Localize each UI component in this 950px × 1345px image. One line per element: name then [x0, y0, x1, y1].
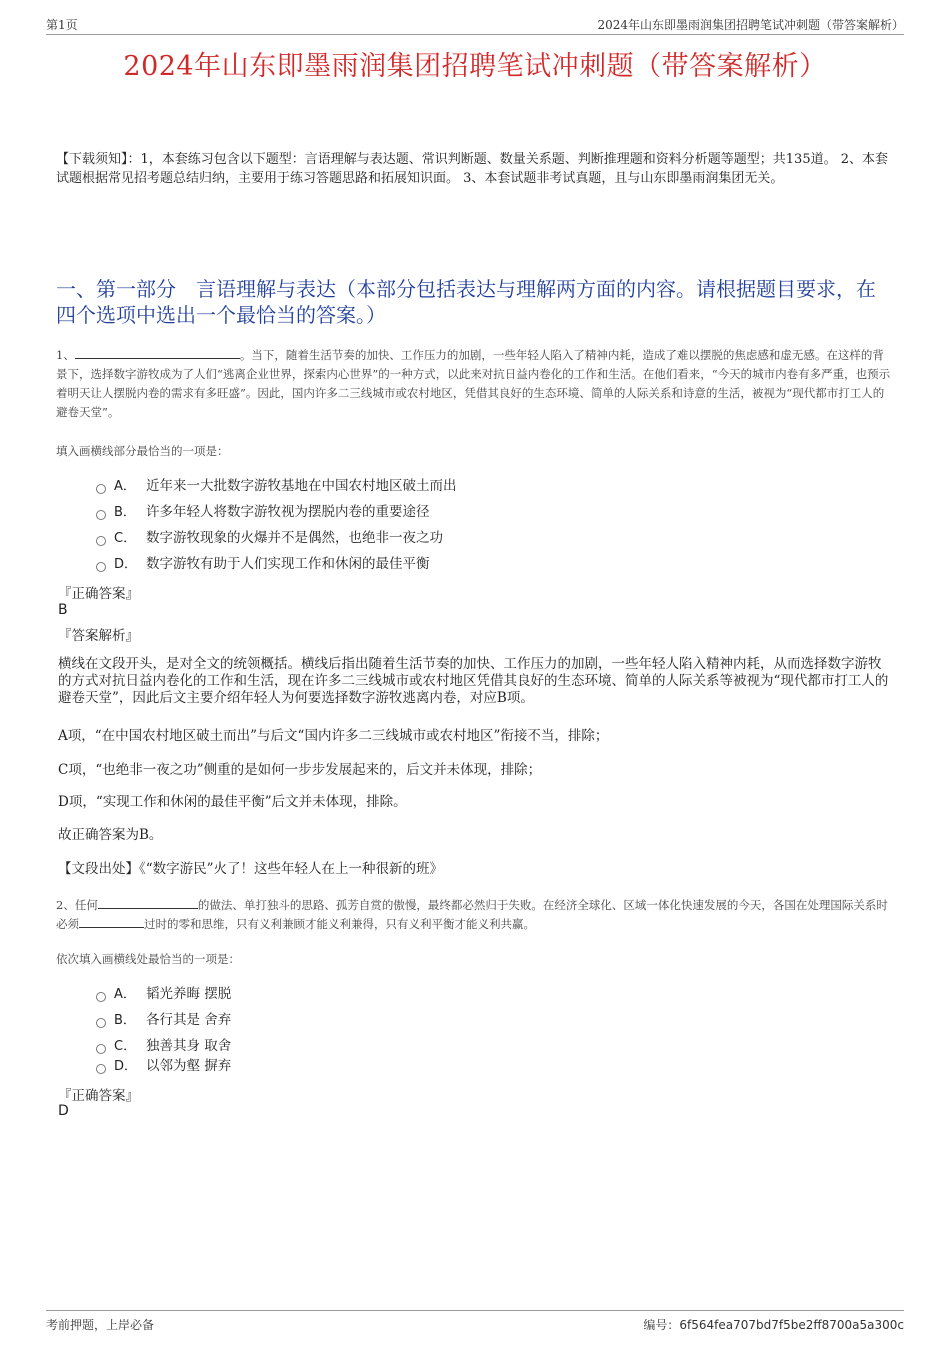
- analysis-paragraph: D项，“实现工作和休闲的最佳平衡”后文并未体现，排除。: [58, 794, 407, 810]
- answer-blank: [79, 915, 144, 928]
- radio-icon[interactable]: [96, 536, 106, 546]
- document-id: 编号：6f564fea707bd7f5be2ff8700a5a300c: [643, 1318, 904, 1332]
- page-number: 第1页: [46, 18, 78, 32]
- question-prompt: 依次填入画横线处最恰当的一项是：: [56, 952, 240, 966]
- correct-answer-label: 『正确答案』: [58, 1088, 139, 1104]
- analysis-paragraph: 故正确答案为B。: [58, 827, 163, 843]
- document-title: 2024年山东即墨雨润集团招聘笔试冲刺题（带答案解析）: [123, 51, 827, 82]
- correct-answer: B: [58, 602, 68, 618]
- page-footer: [46, 1310, 904, 1335]
- question-1: [56, 346, 894, 422]
- source-citation: 【文段出处】《“数字游民”火了！这些年轻人在上一种很新的班》: [58, 861, 444, 877]
- analysis-label: 『答案解析』: [58, 628, 139, 644]
- analysis-paragraph: 横线在文段开头，是对全文的统领概括。横线后指出随着生活节奏的加快、工作压力的加剧，一些年轻人陷入精神内耗，从而选择数字游牧的方式对抗日益内卷化的工作和生活，现在许多二三线城市或农村地区凭借其良好的生态环境、简单的人际关系等被视为“现代都市打工人的避卷天堂”，因此后文主要介绍年轻人为何要选择数字游牧逃离内卷，对应B项。: [58, 656, 889, 706]
- option-a[interactable]: A． 韬光养晦 摆脱: [96, 984, 231, 1004]
- question-text: 。当下，随着生活节奏的加快、工作压力的加剧，一些年轻人陷入了精神内耗，造成了难以摆脱的焦虑感和虚无感。在这样的背景下，选择数字游牧成为了人们“逃离企业世界，探索内心世界”的一种方式，以此来对抗日益内卷化的工作和生活。在他们看来，“今天的城市内卷有多严重，也预示着明天让人摆脱内卷的需求有多旺盛”。因此，国内许多二三线城市或农村地区，凭借其良好的生态环境、简单的人际关系和诗意的生活，被视为“现代都市打工人的避卷天堂”。: [56, 348, 891, 419]
- radio-icon[interactable]: [96, 1044, 106, 1054]
- option-b[interactable]: B． 许多年轻人将数字游牧视为摆脱内卷的重要途径: [96, 502, 430, 522]
- radio-icon[interactable]: [96, 510, 106, 520]
- correct-answer-label: 『正确答案』: [58, 586, 139, 602]
- question-number: 1、: [56, 348, 75, 362]
- question-number: 2、: [56, 898, 75, 912]
- header-doc-title: 2024年山东即墨雨润集团招聘笔试冲刺题（带答案解析）: [597, 18, 904, 32]
- option-c[interactable]: C． 独善其身 取舍: [96, 1036, 231, 1056]
- option-d[interactable]: D． 数字游牧有助于人们实现工作和休闲的最佳平衡: [96, 554, 430, 574]
- page-header: [46, 14, 904, 35]
- correct-answer: D: [58, 1103, 69, 1119]
- radio-icon[interactable]: [96, 562, 106, 572]
- download-notice: 【下载须知】：1，本套练习包含以下题型：言语理解与表达题、常识判断题、数量关系题、判断推理题和资料分析题等题型；共135道。 2、本套试题根据常见招考题总结归纳，主要用于练习答题思路和拓展知识面。 3、本套试题非考试真题，且与山东即墨雨润集团无关。: [56, 152, 888, 186]
- answer-blank: [75, 346, 240, 359]
- analysis-paragraph: A项，“在中国农村地区破土而出”与后文“国内许多二三线城市或农村地区”衔接不当，排除；: [58, 728, 609, 744]
- option-c[interactable]: C． 数字游牧现象的火爆并不是偶然，也绝非一夜之功: [96, 528, 443, 548]
- answer-blank: [98, 896, 198, 909]
- radio-icon[interactable]: [96, 1018, 106, 1028]
- footer-slogan: 考前押题，上岸必备: [46, 1318, 155, 1332]
- question-2: 2、任何 的做法、单打独斗的思路、孤芳自赏的傲慢，最终都必然归于失败。在经济全球化、区域一体化快速发展的今天，各国在处理国际关系时必须 过时的零和思维，只有义利兼顾才能义利兼得，只有义利平衡才能义利共赢。: [56, 898, 888, 931]
- radio-icon[interactable]: [96, 992, 106, 1002]
- radio-icon[interactable]: [96, 1064, 106, 1074]
- question-prompt: 填入画横线部分最恰当的一项是：: [56, 444, 229, 458]
- section-title: 一、第一部分 言语理解与表达（本部分包括表达与理解两方面的内容。请根据题目要求，在四个选项中选出一个最恰当的答案。）: [56, 277, 876, 327]
- analysis-paragraph: C项，“也绝非一夜之功”侧重的是如何一步步发展起来的，后文并未体现，排除；: [58, 762, 542, 778]
- option-b[interactable]: B． 各行其是 舍弃: [96, 1010, 231, 1030]
- option-d[interactable]: D． 以邻为壑 摒弃: [96, 1056, 231, 1076]
- radio-icon[interactable]: [96, 484, 106, 494]
- option-a[interactable]: A． 近年来一大批数字游牧基地在中国农村地区破土而出: [96, 476, 457, 496]
